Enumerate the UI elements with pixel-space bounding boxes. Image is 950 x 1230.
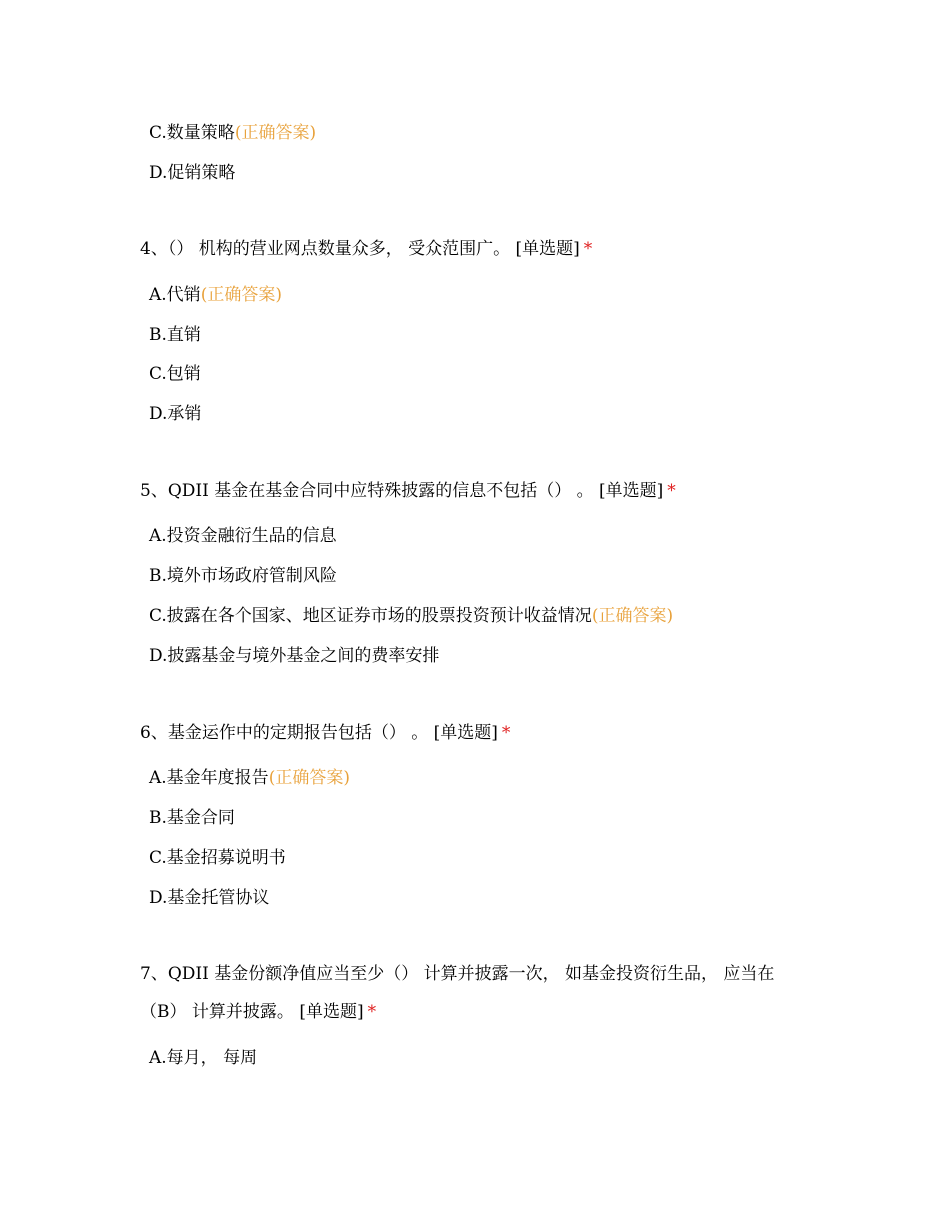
option-label: C.包销 bbox=[149, 364, 201, 384]
question-text: 7、QDII 基金份额净值应当至少（） 计算并披露一次， 如基金投资衍生品， 应当在（B） 计算并披露。 bbox=[140, 964, 775, 1022]
option-q6-a[interactable] bbox=[149, 767, 350, 789]
required-mark: * bbox=[667, 481, 676, 501]
option-q5-c[interactable] bbox=[149, 605, 673, 627]
question-4-title bbox=[140, 230, 820, 268]
option-label: D.承销 bbox=[149, 404, 202, 424]
question-type: [单选题] bbox=[299, 1002, 364, 1022]
question-6-title bbox=[140, 714, 820, 752]
question-type: [单选题] bbox=[515, 239, 580, 259]
option-label: C.披露在各个国家、地区证券市场的股票投资预计收益情况 bbox=[149, 606, 592, 626]
option-q6-c[interactable] bbox=[149, 847, 286, 869]
question-7-title bbox=[140, 955, 820, 1031]
correct-answer-tag: (正确答案) bbox=[591, 606, 674, 626]
option-label: D.基金托管协议 bbox=[149, 888, 270, 908]
question-type: [单选题] bbox=[599, 481, 664, 501]
option-q4-b[interactable] bbox=[149, 324, 201, 346]
option-q5-a[interactable] bbox=[149, 525, 337, 547]
required-mark: * bbox=[501, 723, 511, 743]
option-label: B.直销 bbox=[149, 325, 201, 345]
option-label: A.每月， 每周 bbox=[149, 1048, 258, 1068]
option-label: D.披露基金与境外基金之间的费率安排 bbox=[149, 646, 440, 666]
option-q4-a[interactable] bbox=[149, 284, 282, 306]
option-q4-c[interactable] bbox=[149, 363, 201, 385]
option-q5-d[interactable] bbox=[149, 645, 439, 667]
option-label: B.境外市场政府管制风险 bbox=[149, 566, 337, 586]
option-label: B.基金合同 bbox=[149, 808, 235, 828]
option-label: A.代销 bbox=[149, 285, 201, 305]
question-text: 4、（） 机构的营业网点数量众多， 受众范围广。 bbox=[140, 239, 511, 259]
option-label: A.投资金融衍生品的信息 bbox=[149, 526, 337, 546]
option-label: D.促销策略 bbox=[149, 163, 236, 183]
correct-answer-tag: (正确答案) bbox=[268, 768, 350, 788]
correct-answer-tag: (正确答案) bbox=[234, 123, 317, 143]
question-text: 6、基金运作中的定期报告包括（） 。 bbox=[140, 723, 429, 743]
option-label: C.基金招募说明书 bbox=[149, 848, 286, 868]
option-label: A.基金年度报告 bbox=[149, 768, 269, 788]
option-q3-d[interactable] bbox=[149, 162, 235, 184]
option-q4-d[interactable] bbox=[149, 403, 201, 425]
required-mark: * bbox=[367, 1002, 377, 1022]
option-q6-d[interactable] bbox=[149, 887, 269, 909]
question-5-title bbox=[140, 472, 820, 510]
correct-answer-tag: (正确答案) bbox=[200, 285, 282, 305]
required-mark: * bbox=[583, 239, 593, 259]
option-q7-a[interactable] bbox=[149, 1047, 257, 1069]
option-q6-b[interactable] bbox=[149, 807, 235, 829]
question-text: 5、QDII 基金在基金合同中应特殊披露的信息不包括（） 。 bbox=[140, 481, 594, 501]
option-label: C.数量策略 bbox=[149, 123, 235, 143]
option-q5-b[interactable] bbox=[149, 565, 337, 587]
question-type: [单选题] bbox=[433, 723, 498, 743]
option-q3-c[interactable] bbox=[149, 122, 316, 144]
